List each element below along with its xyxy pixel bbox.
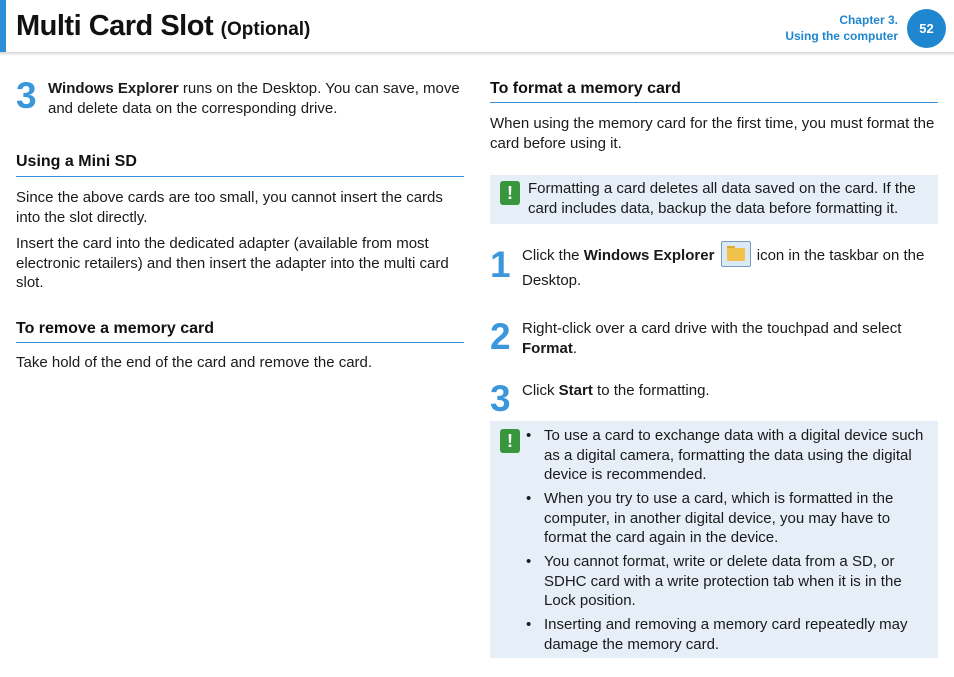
step-text-pre: Right-click over a card drive with the touchpad and select [522, 320, 902, 337]
bullet-dot: • [526, 427, 532, 444]
caution-text: Formatting a card deletes all data saved on the card. If the card includes data, backup the data before formatting it. [528, 180, 916, 217]
step-text [48, 79, 468, 119]
step-number: 3 [490, 378, 511, 419]
page-title [16, 10, 310, 43]
bullet-dot: • [526, 616, 532, 633]
caution-box [490, 175, 938, 224]
page-number-badge: 52 [907, 9, 946, 48]
step-text [522, 381, 932, 401]
step-bold: Start [558, 382, 593, 399]
step-text [522, 319, 932, 359]
list-item [526, 615, 932, 654]
bullet-dot: • [526, 490, 532, 507]
paragraph: Insert the card into the dedicated adapter (available from most electronic retailers) and then insert the adapter into the multi card slot. [16, 235, 449, 291]
step-text-post: to the formatting. [592, 382, 710, 399]
page-header [0, 0, 954, 56]
list-item [526, 552, 932, 611]
step-text [522, 243, 934, 293]
step-bold: Windows Explorer [48, 80, 179, 97]
step-number: 1 [490, 244, 511, 285]
list-item-text: You cannot format, write or delete data from a SD, or SDHC card with a write protection tab when it is in the Lock position. [544, 553, 902, 609]
step-bold: Format [522, 340, 573, 357]
bullet-dot: • [526, 553, 532, 570]
notes-box [490, 421, 938, 658]
section-rule [16, 342, 464, 343]
list-item [526, 426, 932, 485]
notes-list [526, 426, 932, 659]
paragraph: Take hold of the end of the card and remove the card. [16, 354, 373, 371]
chapter-title: Using the computer [785, 29, 898, 43]
step-text-post: icon in the taskbar on the Desktop. [522, 246, 925, 289]
header-divider [0, 52, 954, 56]
section-heading-remove: To remove a memory card [16, 320, 215, 337]
exclamation-icon: ! [500, 429, 520, 453]
section-heading-format: To format a memory card [490, 80, 681, 97]
step-bold: Windows Explorer [583, 246, 715, 264]
header-accent-bar [0, 0, 6, 52]
step-text-pre: Click [522, 382, 559, 399]
paragraph: When using the memory card for the first time, you must format the card before using it. [490, 115, 935, 152]
step-text-post: . [572, 340, 578, 357]
step-number: 2 [490, 316, 511, 357]
list-item-text: When you try to use a card, which is formatted in the computer, in another digital device, you may have to format the card again in the device. [544, 490, 894, 546]
chapter-number: Chapter 3. [839, 13, 898, 27]
list-item-text: Inserting and removing a memory card repeatedly may damage the memory card. [544, 616, 908, 653]
page-title-suffix: (Optional) [220, 19, 311, 40]
paragraph: Since the above cards are too small, you cannot insert the cards into the slot directly. [16, 189, 443, 226]
list-item [526, 489, 932, 548]
step-number: 3 [16, 75, 37, 116]
step-text-pre: Click the [522, 246, 584, 264]
page-title-main: Multi Card Slot [16, 10, 214, 42]
step-body: runs on the Desktop. You can save, move and delete data on the corresponding drive. [48, 80, 460, 117]
chapter-label [785, 12, 898, 44]
section-rule [16, 176, 464, 177]
windows-explorer-icon [721, 241, 751, 267]
section-rule [490, 102, 938, 103]
list-item-text: To use a card to exchange data with a digital device such as a digital camera, formatting the data using the digital device is recommended. [544, 427, 924, 483]
exclamation-icon: ! [500, 181, 520, 205]
section-heading-mini-sd: Using a Mini SD [16, 153, 137, 170]
